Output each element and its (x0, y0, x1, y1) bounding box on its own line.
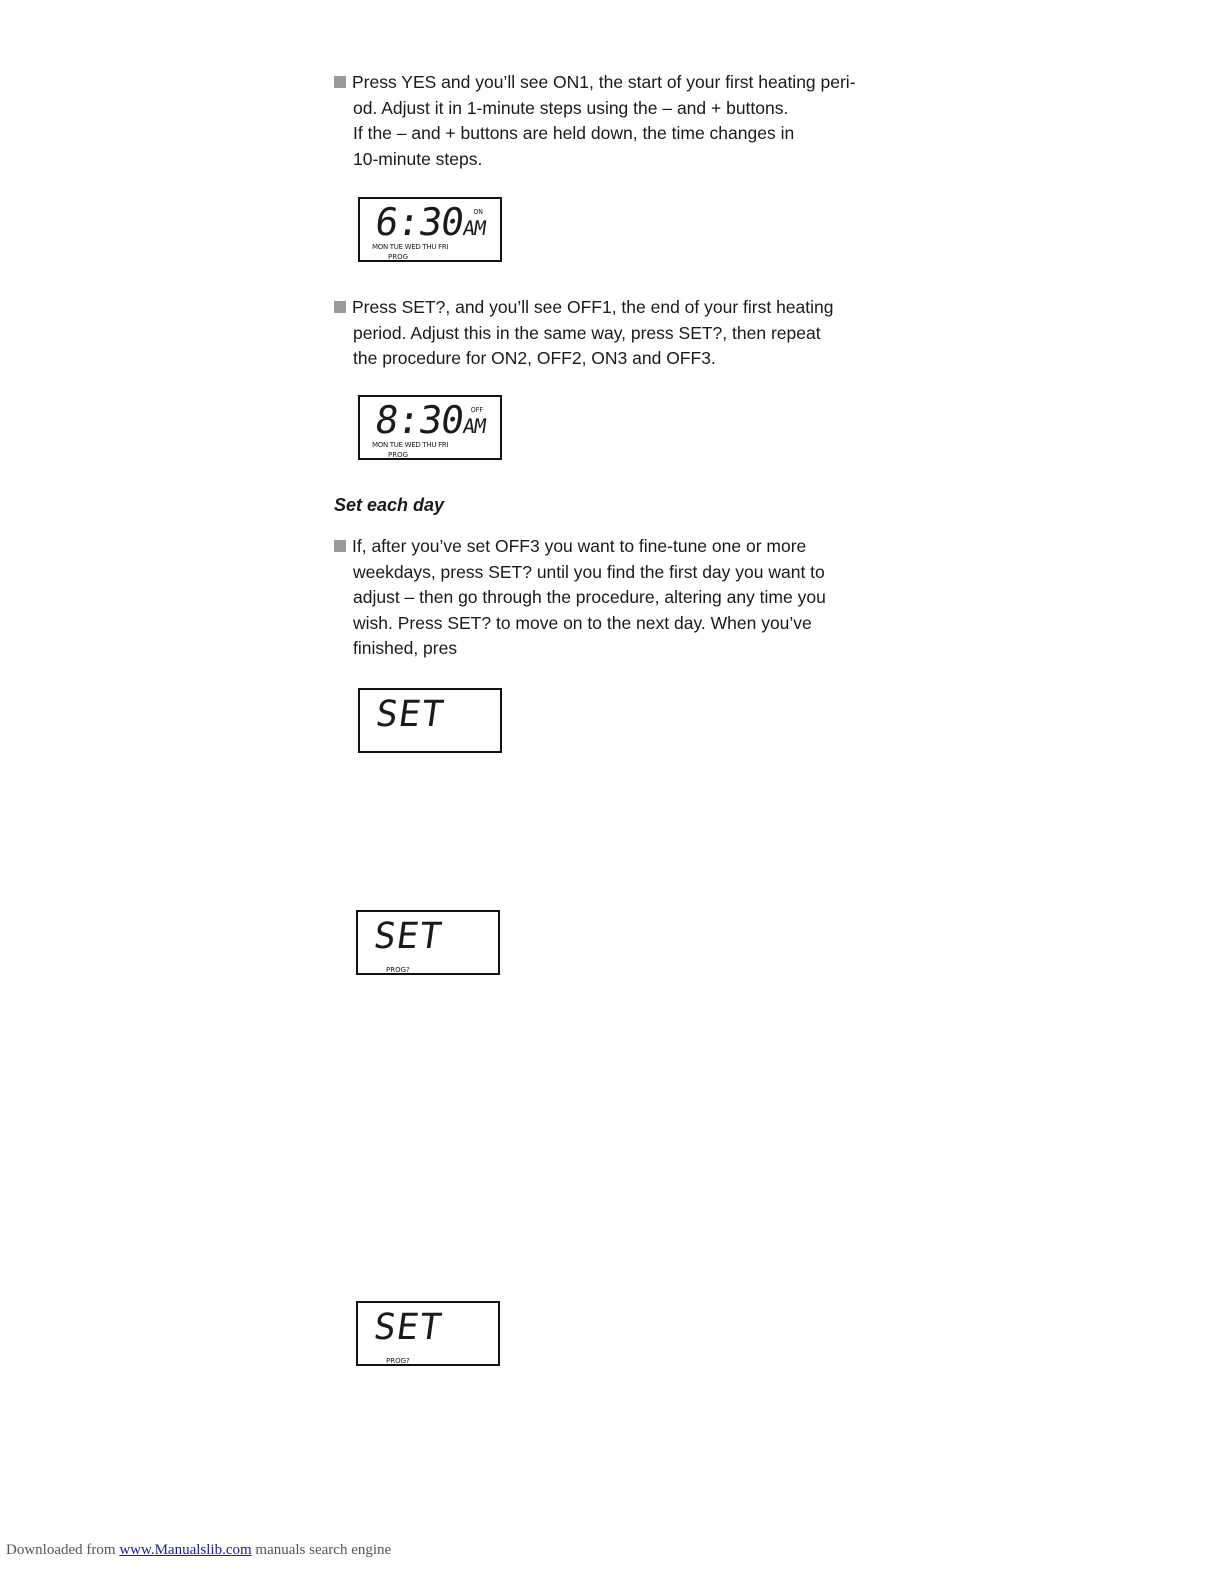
paragraph-line: finished, pres (353, 638, 458, 658)
lcd-sub-label: PROG (388, 451, 409, 459)
lcd-text: SET (371, 916, 445, 957)
paragraph-line: the procedure for ON2, OFF2, ON3 and OFF3. (353, 348, 716, 368)
square-bullet-icon (334, 540, 346, 552)
square-bullet-icon (334, 301, 346, 313)
manualslib-link[interactable]: www.Manualslib.com (119, 1542, 252, 1558)
lcd-display-off1 (358, 395, 502, 460)
lcd-ampm: AM (461, 414, 487, 438)
lcd-sub-label: PROG? (386, 966, 410, 974)
lcd-display-on1 (358, 197, 502, 262)
lcd-time: 6:30AM (372, 200, 487, 244)
paragraph-line: If, after you’ve set OFF3 you want to fine-tune one or more (334, 534, 874, 560)
paragraph-line: period. Adjust this in the same way, press SET?, then repeat (353, 322, 821, 343)
lcd-sub-label: PROG? (386, 1357, 410, 1365)
lcd-days: MON TUE WED THU FRI (372, 441, 449, 449)
instruction-paragraph-2 (334, 295, 874, 372)
paragraph-line: If the – and + buttons are held down, the time changes in (353, 123, 795, 143)
lcd-days: MON TUE WED THU FRI (372, 243, 449, 251)
paragraph-line: Press SET?, and you’ll see OFF1, the end of your first heating (334, 295, 874, 321)
instruction-paragraph-3 (334, 534, 874, 662)
lcd-time: 8:30AM (372, 398, 487, 442)
paragraph-line: weekdays, press SET? until you find the first day you want to (353, 561, 825, 582)
footer-prefix: Downloaded from (6, 1542, 116, 1558)
paragraph-line: adjust – then go through the procedure, altering any time you (353, 587, 826, 607)
section-heading: Set each day (334, 495, 445, 515)
paragraph-line: 10-minute steps. (353, 148, 483, 169)
lcd-display-set-prog-2 (356, 1301, 500, 1366)
lcd-mode-indicator: OFF (470, 406, 483, 414)
lcd-text: SET (371, 1307, 445, 1348)
lcd-display-set-prog (356, 910, 500, 975)
download-footer (6, 1542, 391, 1559)
square-bullet-icon (334, 76, 346, 88)
lcd-mode-indicator: ON (473, 208, 483, 216)
lcd-display-set (358, 688, 502, 753)
paragraph-line: wish. Press SET? to move on to the next day. When you’ve (353, 612, 812, 633)
lcd-sub-label: PROG (388, 253, 409, 261)
lcd-text: SET (373, 694, 447, 735)
lcd-ampm: AM (461, 216, 487, 240)
paragraph-line: od. Adjust it in 1-minute steps using the – and + buttons. (353, 97, 789, 118)
footer-suffix: manuals search engine (255, 1542, 392, 1558)
paragraph-line: Press YES and you’ll see ON1, the start of your first heating peri- (334, 70, 874, 96)
instruction-paragraph-1 (334, 70, 874, 172)
